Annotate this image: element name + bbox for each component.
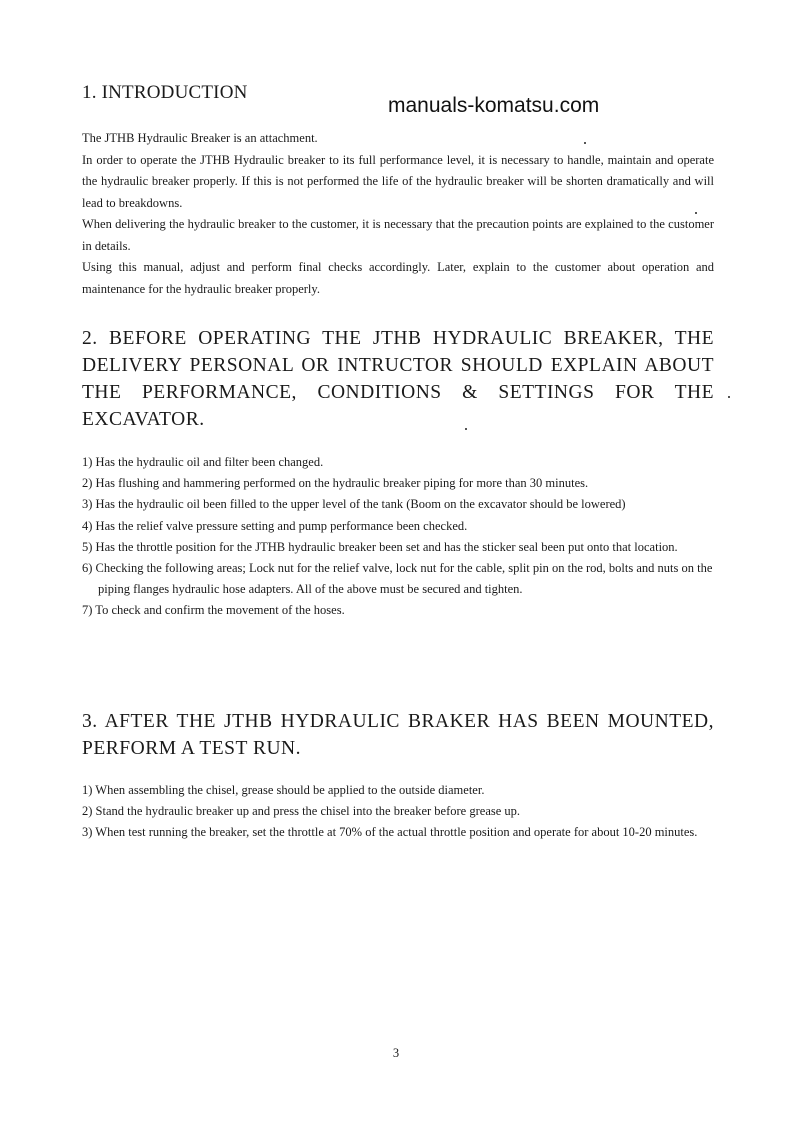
intro-paragraph: In order to operate the JTHB Hydraulic breaker to its full performance level, it is necessary to handle, maintain and operate the hydraulic breaker properly. If this is not performed the life of the hydraulic breaker will be shorten dramatically and will lead to breakdowns. [82,152,714,210]
list-item: 6) Checking the following areas; Lock nut for the relief valve, lock nut for the cable, split pin on the rod, bolts and nuts on the piping flanges hydraulic hose adapters. All of the above must be secured and tighten. [82,561,713,597]
section-2-heading: 2. BEFORE OPERATING THE JTHB HYDRAULIC BREAKER, THE DELIVERY PERSONAL OR INTRUCTOR SHOULD EXPLAIN ABOUT THE PERFORMANCE, CONDITIONS & SETTINGS FOR THE EXCAVATOR. [82,328,714,430]
list-item: 1) When assembling the chisel, grease should be applied to the outside diameter. [82,783,485,797]
list-item: 5) Has the throttle position for the JTHB hydraulic breaker been set and has the sticker seal been put onto that location. [82,539,678,554]
list-item: 1) Has the hydraulic oil and filter been changed. [82,455,324,469]
list-item: 3) When test running the breaker, set the throttle at 70% of the actual throttle position and operate for about 10-20 minutes. [82,825,698,840]
introduction-body [82,128,714,300]
scan-speck [465,428,467,430]
list-item: 2) Stand the hydraulic breaker up and press the chisel into the breaker before grease up. [82,804,521,819]
intro-paragraph: When delivering the hydraulic breaker to the customer, it is necessary that the precaution points are explained to the customer in details. [82,217,714,253]
scan-speck [584,142,586,144]
section-1-heading: 1. INTRODUCTION [82,82,248,103]
list-item: 4) Has the relief valve pressure setting and pump performance been checked. [82,518,468,533]
section-3-checklist [82,780,714,844]
scan-speck [695,212,697,214]
list-item: 2) Has flushing and hammering performed on the hydraulic breaker piping for more than 30 minutes. [82,476,589,491]
scan-speck [728,396,730,398]
intro-paragraph: Using this manual, adjust and perform final checks accordingly. Later, explain to the customer about operation and maintenance for the hydraulic breaker properly. [82,260,714,296]
section-2-checklist [82,452,714,622]
page-number: 3 [392,1046,400,1060]
list-item: 7) To check and confirm the movement of the hoses. [82,603,345,618]
intro-paragraph: The JTHB Hydraulic Breaker is an attachment. [82,131,318,145]
list-item: 3) Has the hydraulic oil been filled to the upper level of the tank (Boom on the excavator should be lowered) [82,497,626,512]
watermark-url: manuals-komatsu.com [388,94,600,117]
section-3-heading: 3. AFTER THE JTHB HYDRAULIC BRAKER HAS BEEN MOUNTED, PERFORM A TEST RUN. [82,711,714,759]
